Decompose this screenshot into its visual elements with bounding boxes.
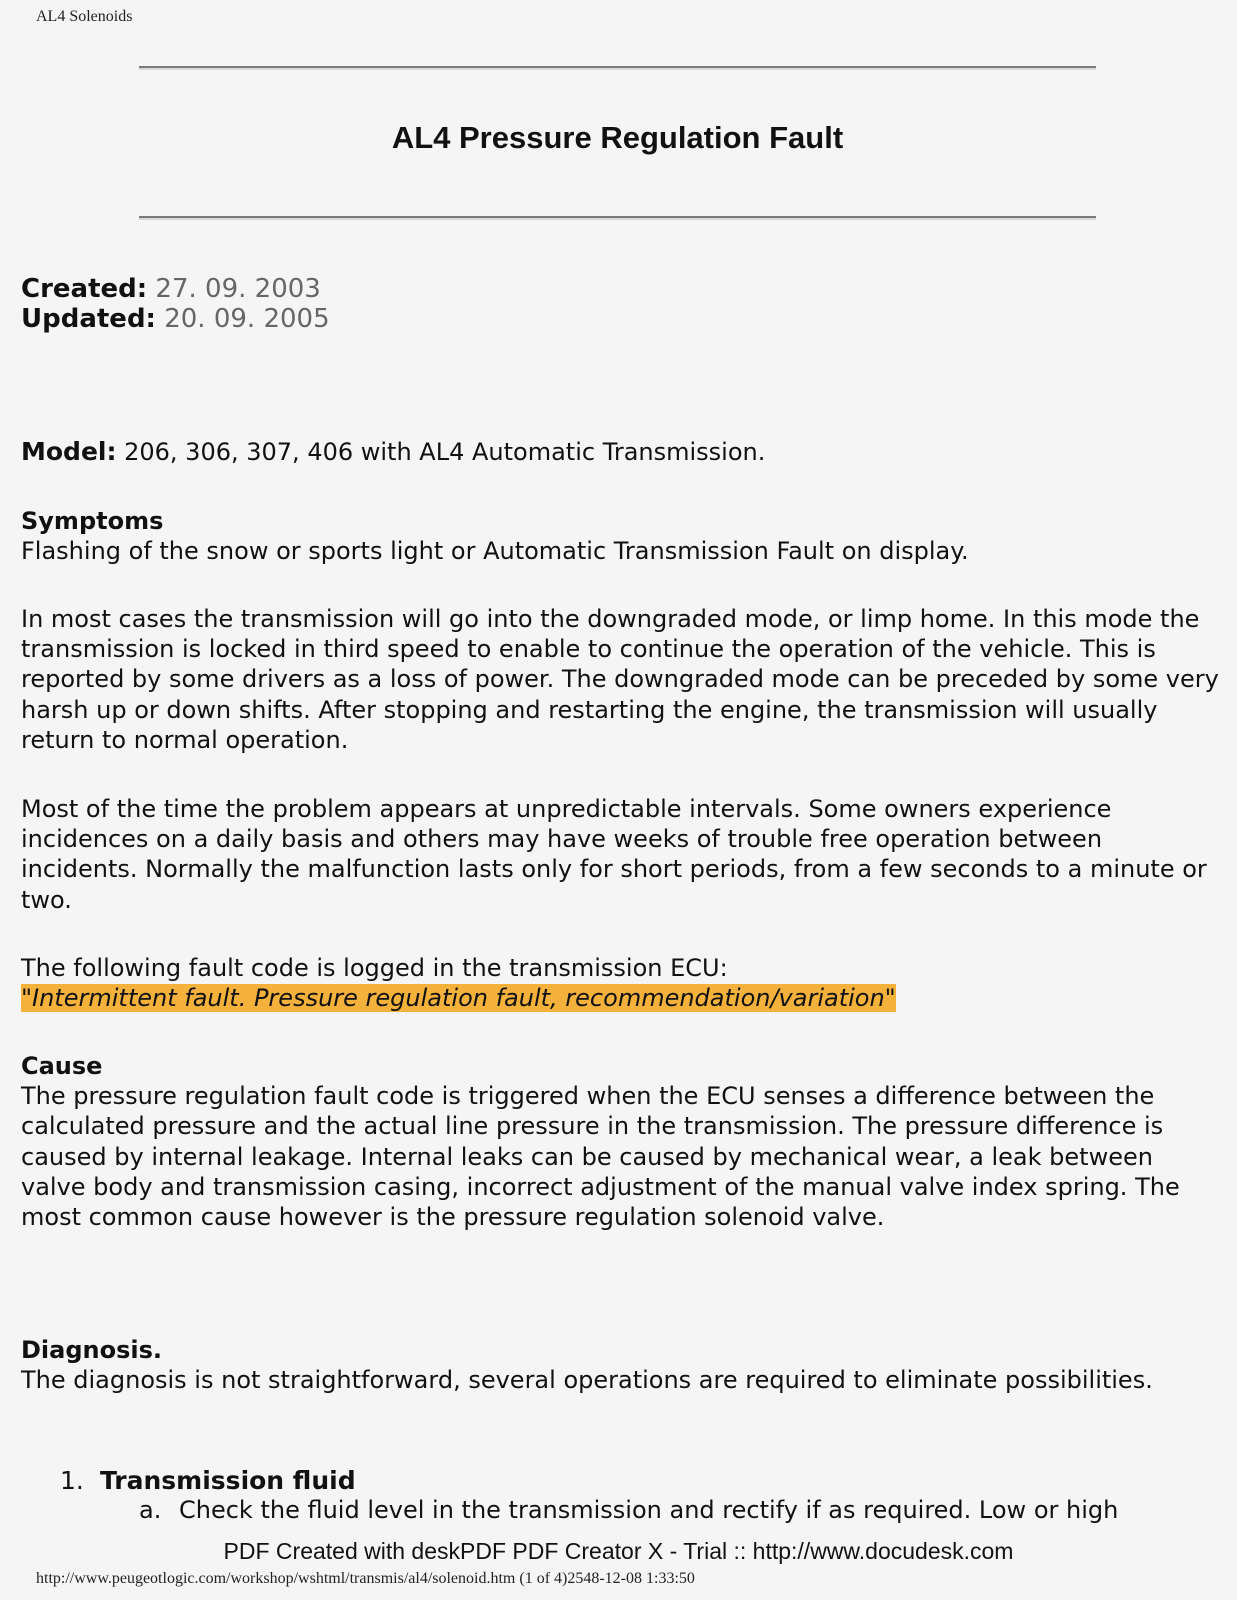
source-url-line: http://www.peugeotlogic.com/workshop/wshtml/transmis/al4/solenoid.htm (1 of 4)2548-12-08 1:33:50 — [36, 1570, 695, 1587]
diagnosis-section — [21, 1335, 1221, 1395]
list-item-number: 1. — [60, 1466, 84, 1495]
model-value: 206, 306, 307, 406 with AL4 Automatic Transmission. — [116, 438, 766, 466]
sub-list-item — [139, 1496, 1118, 1524]
updated-line — [21, 304, 330, 334]
page-header-title: AL4 Solenoids — [36, 8, 133, 25]
diagnosis-heading: Diagnosis. — [21, 1336, 163, 1364]
symptoms-heading: Symptoms — [21, 507, 164, 535]
created-value: 27. 09. 2003 — [155, 274, 321, 304]
symptoms-section — [21, 506, 1221, 566]
updated-value: 20. 09. 2005 — [164, 304, 330, 334]
cause-paragraph: The pressure regulation fault code is triggered when the ECU senses a difference between the calculated pressure and the actual line pressure in the transmission. The pressure difference is caused by internal leakage. Internal leaks can be caused by mechanical wear, a leak between valve body and transmission casing, incorrect adjustment of the manual valve index spring. The most common cause however is the pressure regulation solenoid valve. — [21, 1082, 1180, 1232]
cause-heading: Cause — [21, 1052, 103, 1080]
page-title: AL4 Pressure Regulation Fault — [391, 120, 844, 155]
fault-code-block — [21, 953, 1221, 1013]
list-item-label: Transmission fluid — [100, 1466, 356, 1495]
sub-list-item-text: Check the fluid level in the transmission and rectify if as required. Low or high — [179, 1496, 1119, 1524]
created-line — [21, 274, 321, 304]
model-line — [21, 437, 1221, 467]
fault-code-highlight: "Intermittent fault. Pressure regulation fault, recommendation/variation" — [21, 984, 896, 1013]
bottom-rule — [139, 216, 1096, 220]
symptoms-paragraph-3: Most of the time the problem appears at unpredictable intervals. Some owners experience incidences on a daily basis and others may have weeks of trouble free operation between incidents. Normally the malfunction lasts only for short periods, from a few seconds to a minute or two. — [21, 795, 1207, 914]
sub-list-item-letter: a. — [139, 1496, 162, 1524]
model-label: Model: — [21, 437, 117, 466]
symptoms-paragraph-2: In most cases the transmission will go into the downgraded mode, or limp home. In this mode the transmission is locked in third speed to enable to continue the operation of the vehicle. This is reported by some drivers as a loss of power. The downgraded mode can be preceded by some very harsh up or down shifts. After stopping and restarting the engine, the transmission will usually return to normal operation. — [21, 605, 1219, 754]
updated-label: Updated: — [21, 304, 156, 334]
fault-code-intro: The following fault code is logged in the transmission ECU: — [21, 954, 728, 982]
diagnosis-paragraph: The diagnosis is not straightforward, several operations are required to eliminate possibilities. — [21, 1366, 1153, 1395]
pdf-notice: PDF Created with deskPDF PDF Creator X - Trial :: http://www.docudesk.com — [223, 1538, 1014, 1564]
top-rule — [139, 66, 1096, 70]
created-label: Created: — [21, 274, 148, 304]
cause-section — [21, 1051, 1221, 1232]
list-item — [60, 1466, 356, 1495]
symptoms-paragraph-1: Flashing of the snow or sports light or Automatic Transmission Fault on display. — [21, 537, 969, 566]
